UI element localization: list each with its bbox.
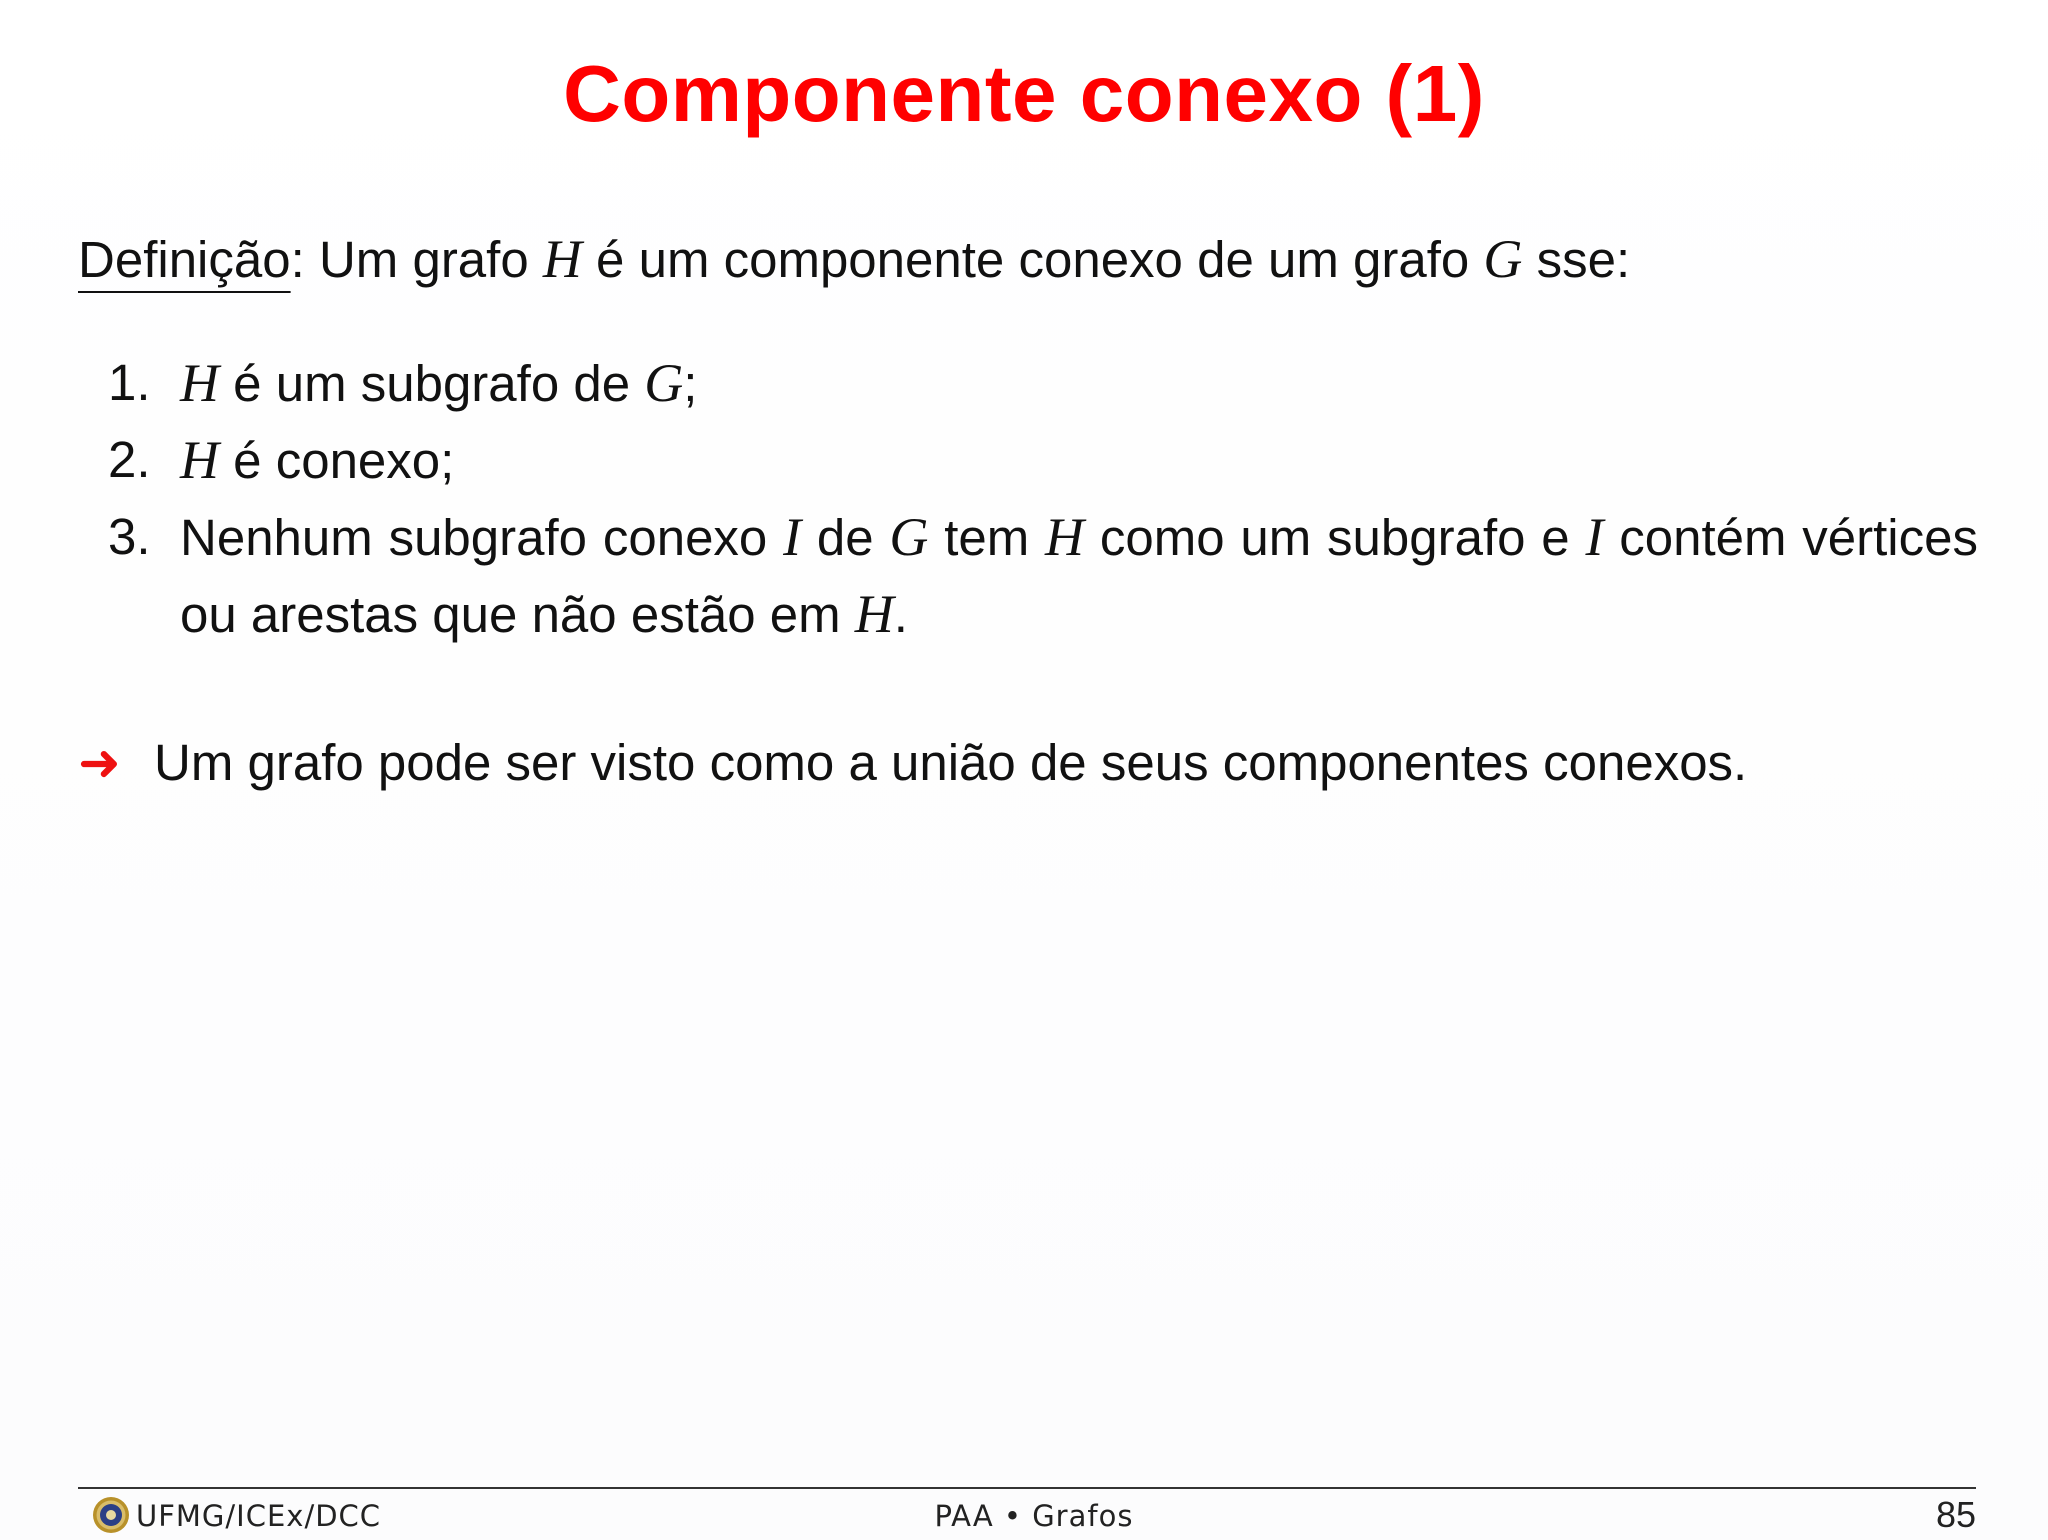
- item-text-part: contém vértices ou arestas que não estão em: [180, 509, 1978, 643]
- item-text-part: .: [893, 586, 908, 643]
- math-var-h: H: [180, 430, 219, 490]
- math-var-g: G: [644, 353, 684, 413]
- item-number: 3.: [108, 508, 151, 565]
- math-var-i: I: [783, 507, 802, 567]
- math-var-g: G: [889, 507, 929, 567]
- item-text-part: Nenhum subgrafo conexo: [180, 509, 784, 566]
- math-var-h: H: [542, 229, 582, 289]
- item-text-part: é um subgrafo de: [219, 355, 645, 412]
- item-number: 2.: [108, 431, 151, 488]
- footer-course: PAA • Grafos: [934, 1499, 1134, 1533]
- math-var-h: H: [1045, 507, 1085, 567]
- list-item: [108, 345, 1978, 422]
- arrow-right-icon: ➜: [78, 734, 121, 791]
- conclusion-text: Um grafo pode ser visto como a união de seus componentes conexos.: [154, 734, 1748, 791]
- definition-text-3: sse:: [1522, 231, 1631, 288]
- footer-institution: UFMG/ICEx/DCC: [136, 1499, 382, 1533]
- footer: [92, 1494, 1976, 1538]
- math-var-g: G: [1483, 229, 1523, 289]
- item-text-part: tem: [928, 509, 1046, 566]
- conclusion-line: [78, 733, 1747, 793]
- definition-term: Definição: [78, 231, 291, 288]
- page-number: 85: [1935, 1494, 1976, 1535]
- item-text-part: de: [801, 509, 890, 566]
- list-item: [108, 422, 1978, 499]
- definition-line: [78, 228, 1630, 290]
- definition-separator: :: [290, 231, 305, 288]
- item-text: [180, 345, 1978, 422]
- definition-text-1: Um grafo: [304, 231, 543, 288]
- item-text-part: como um subgrafo e: [1084, 509, 1586, 566]
- math-var-h: H: [180, 353, 219, 413]
- definition-text-2: é um componente conexo de um grafo: [581, 231, 1484, 288]
- item-text: [180, 499, 1978, 653]
- list-item: [108, 499, 1978, 653]
- footer-divider: [78, 1487, 1976, 1489]
- item-text-part: ;: [683, 355, 698, 412]
- math-var-h: H: [854, 584, 894, 644]
- item-text-part: é conexo;: [219, 432, 455, 489]
- math-var-i: I: [1585, 507, 1604, 567]
- item-number: 1.: [108, 354, 151, 411]
- item-text: [180, 422, 1978, 499]
- condition-list: [108, 345, 1978, 653]
- slide-title: Componente conexo (1): [563, 49, 1485, 138]
